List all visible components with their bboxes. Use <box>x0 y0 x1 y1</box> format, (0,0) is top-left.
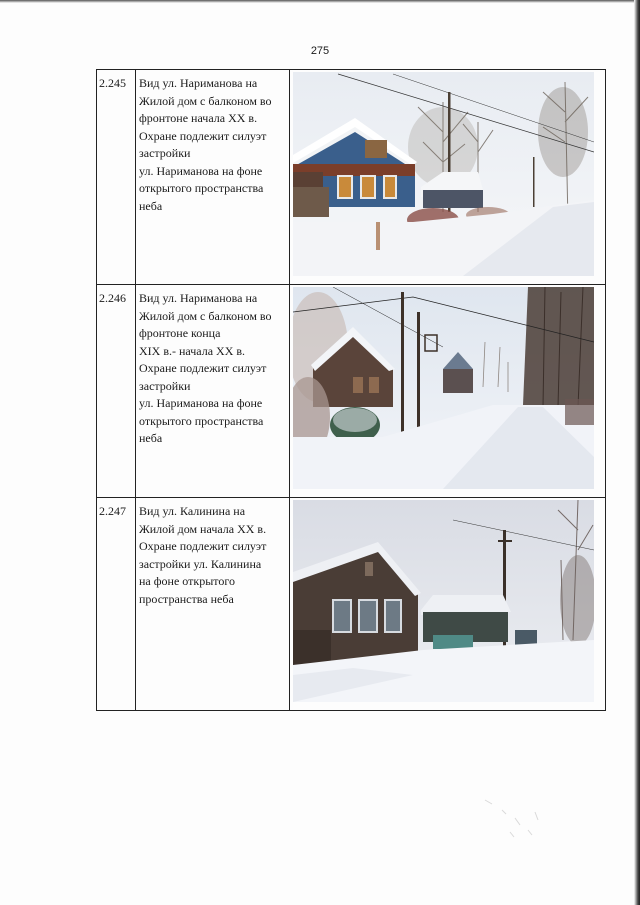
description-line: фронтоне начала XX в. <box>139 111 258 125</box>
row-description <box>136 285 290 498</box>
row-number: 2.247 <box>97 498 136 711</box>
table-row <box>97 498 606 711</box>
description-line: на фоне открытого <box>139 574 235 588</box>
table-row <box>97 285 606 498</box>
description-line: неба <box>139 198 163 213</box>
row-number: 2.246 <box>97 285 136 498</box>
description-line: Вид ул. Калинина на <box>139 504 246 518</box>
description-line: открытого пространства <box>139 413 264 428</box>
row-description <box>136 498 290 711</box>
row-number: 2.245 <box>97 70 136 285</box>
description-line: Охране подлежит силуэт <box>139 539 267 553</box>
photo-cell <box>290 70 606 285</box>
description-line: XIX в.- начала XX в. <box>139 343 246 358</box>
description-line: фронтоне конца <box>139 326 221 340</box>
row-description <box>136 70 290 285</box>
description-line: Охране подлежит силуэт <box>139 128 267 143</box>
description-line: Вид ул. Нариманова на <box>139 291 258 305</box>
scan-right-edge <box>634 0 640 905</box>
description-line: неба <box>139 431 163 445</box>
description-line: Вид ул. Нариманова на <box>139 76 258 90</box>
scan-smudge-marks <box>480 790 560 840</box>
description-line: застройки <box>139 146 191 160</box>
description-line: ул. Нариманова на фоне <box>139 396 263 410</box>
description-line: Жилой дом начала XX в. <box>139 521 267 536</box>
description-line: Жилой дом с балконом во <box>139 308 272 323</box>
photo-cell <box>290 498 606 711</box>
heritage-objects-table <box>96 69 606 711</box>
street-photo-blue-house <box>293 72 594 276</box>
table-row <box>97 70 606 285</box>
description-line: открытого пространства <box>139 181 264 195</box>
description-line: Жилой дом с балконом во <box>139 93 272 108</box>
street-photo-brown-house <box>293 500 594 702</box>
street-photo-frosted-trees <box>293 287 594 489</box>
description-line: застройки ул. Калинина <box>139 556 262 571</box>
description-line: ул. Нариманова на фоне <box>139 163 263 178</box>
photo-cell <box>290 285 606 498</box>
page-number: 275 <box>310 45 330 57</box>
scan-top-edge <box>0 0 640 3</box>
description-line: пространства неба <box>139 591 234 606</box>
description-line: застройки <box>139 378 191 393</box>
description-line: Охране подлежит силуэт <box>139 361 267 375</box>
